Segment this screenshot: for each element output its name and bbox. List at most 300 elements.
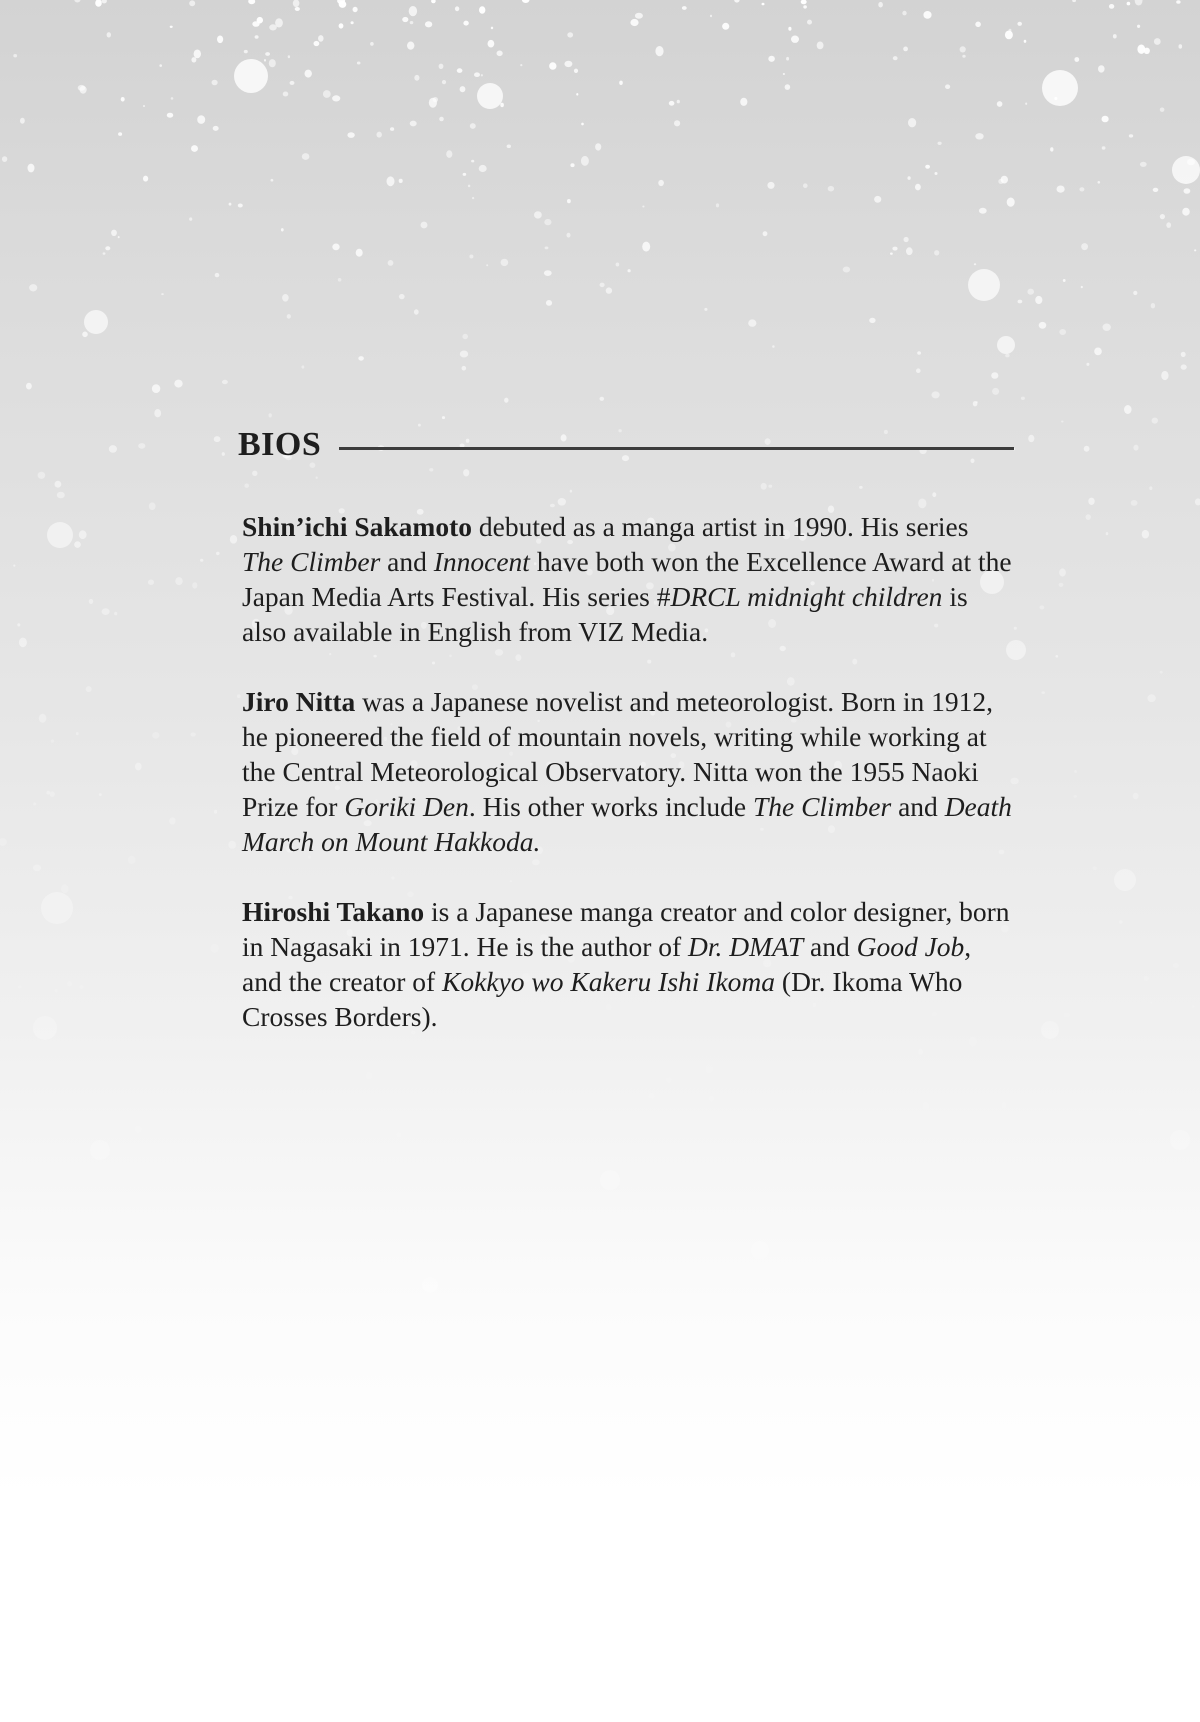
snowflake: [682, 6, 687, 10]
snowflake: [716, 203, 719, 207]
snowflake: [908, 176, 911, 180]
snowflake: [135, 1126, 143, 1133]
snowflake: [545, 247, 549, 250]
snowflake: [318, 35, 324, 42]
snowflake: [619, 81, 623, 85]
snowflake: [932, 391, 940, 398]
snowflake: [1059, 568, 1066, 576]
snowflake: [925, 165, 930, 169]
snowflake: [463, 469, 469, 476]
snowflake: [1061, 421, 1064, 423]
snowflake: [549, 62, 556, 70]
snowflake: [351, 21, 354, 24]
snowflake: [228, 841, 236, 849]
snowflake: [1151, 303, 1155, 308]
snowflake: [143, 176, 148, 182]
snowflake-large: [968, 269, 1000, 301]
snowflake: [114, 612, 117, 616]
bio-text: (Dr. Ikoma Who Crosses Borders).: [242, 966, 963, 1032]
snowflake: [684, 1083, 692, 1090]
snowflake: [597, 1122, 604, 1130]
snowflake: [421, 222, 428, 229]
snowflake: [878, 2, 883, 8]
snowflake: [191, 145, 198, 152]
snowflake: [86, 686, 92, 692]
snowflake: [960, 46, 966, 52]
snowflake: [148, 580, 154, 585]
snowflake: [439, 64, 444, 69]
snowflake: [507, 145, 511, 149]
snowflake: [1081, 243, 1088, 250]
snowflake: [497, 51, 503, 57]
snowflake-large: [1042, 70, 1078, 106]
snowflake: [212, 80, 218, 86]
snowflake: [1017, 22, 1022, 26]
snowflake: [118, 236, 120, 238]
snowflake: [169, 817, 176, 824]
snowflake: [1081, 286, 1083, 289]
snowflake: [167, 113, 173, 118]
snowflake: [567, 233, 571, 238]
snowflake: [255, 35, 259, 39]
snowflake: [1135, 0, 1143, 6]
snowflake: [213, 126, 219, 131]
snowflake: [668, 1130, 672, 1134]
snowflake: [121, 97, 125, 102]
snowflake: [302, 365, 305, 368]
snowflake: [174, 380, 182, 388]
snowflake: [429, 98, 437, 108]
bio-name: Shin’ichi Sakamoto: [242, 511, 472, 542]
snowflake: [469, 255, 473, 259]
snowflake: [1041, 691, 1045, 694]
snowflake: [1119, 920, 1122, 924]
snowflake: [600, 283, 605, 288]
snowflake: [1018, 300, 1023, 304]
snowflake: [316, 477, 318, 479]
bio-title-italic: Innocent: [433, 546, 530, 577]
snowflake: [387, 176, 395, 186]
snowflake: [407, 42, 414, 50]
bio-name: Jiro Nitta: [242, 686, 356, 717]
snowflake: [859, 486, 863, 489]
snowflake: [288, 55, 290, 58]
bio-title-italic: Kokkyo wo Kakeru Ishi Ikoma: [442, 966, 776, 997]
snowflake: [439, 117, 444, 122]
snowflake: [19, 638, 27, 648]
snowflake: [138, 443, 145, 449]
snowflake: [916, 368, 921, 373]
bio-title-italic: The Climber: [752, 791, 892, 822]
snowflake: [390, 127, 394, 131]
snowflake: [923, 1102, 930, 1110]
snowflake: [1074, 770, 1077, 773]
bio-nitta: [242, 684, 1012, 859]
snowflake: [974, 263, 976, 265]
snowflake: [118, 132, 122, 136]
snowflake: [917, 351, 921, 355]
snowflake: [1059, 329, 1066, 335]
snowflake: [409, 6, 417, 16]
snowflake: [175, 577, 182, 585]
snowflake: [522, 0, 530, 3]
snowflake: [918, 499, 926, 509]
bio-sakamoto: [242, 509, 1012, 649]
snowflake: [13, 565, 15, 567]
snowflake: [785, 84, 791, 90]
snowflake: [1113, 34, 1117, 38]
snowflake: [1086, 363, 1089, 366]
snowflake: [788, 27, 791, 31]
snowflake: [1039, 605, 1044, 609]
snowflake: [17, 623, 20, 626]
snowflake: [460, 351, 468, 358]
snowflake: [893, 56, 898, 60]
snowflake: [1050, 147, 1053, 151]
snowflake: [1133, 793, 1139, 799]
snowflake: [479, 165, 487, 172]
snowflake: [159, 64, 162, 67]
snowflake: [642, 242, 650, 252]
snowflake: [18, 985, 22, 988]
snowflake: [674, 120, 680, 126]
bio-text: have both won the Excellence Award at the Japan Media Arts Festival. His series #: [242, 546, 1012, 612]
snowflake: [1028, 435, 1034, 443]
snowflake: [399, 179, 403, 183]
snowflake: [1137, 1109, 1143, 1115]
snowflake: [154, 409, 161, 417]
snowflake-large: [234, 59, 268, 93]
snowflake: [410, 121, 417, 127]
snowflake: [161, 293, 164, 295]
snowflake: [356, 249, 363, 257]
snowflake: [1182, 208, 1190, 216]
snowflake: [33, 865, 41, 872]
snowflake: [457, 68, 463, 73]
snowflake: [29, 284, 37, 291]
snowflake: [1131, 500, 1138, 506]
snowflake: [1154, 38, 1161, 45]
snowflake: [1072, 0, 1076, 2]
snowflake: [302, 153, 310, 160]
snowflake: [1086, 514, 1091, 520]
snowflake: [1160, 108, 1165, 112]
snowflake: [1176, 0, 1180, 4]
bio-takano: [242, 894, 1012, 1034]
snowflake: [248, 0, 255, 4]
snowflake: [269, 59, 276, 67]
snowflake: [677, 100, 680, 104]
bio-title-italic: Death March on Mount Hakkoda.: [242, 791, 1012, 857]
snowflake: [869, 318, 875, 323]
snowflake: [1021, 397, 1025, 400]
snowflake: [616, 263, 620, 267]
snowflake: [817, 42, 824, 50]
snowflake: [1194, 249, 1196, 251]
snowflake: [564, 61, 572, 67]
snowflake: [1059, 583, 1064, 587]
snowflake: [666, 1077, 672, 1083]
snowflake: [79, 530, 87, 539]
snowflake: [414, 75, 419, 81]
snowflake: [1098, 181, 1101, 184]
snowflake: [892, 247, 897, 251]
snowflake: [282, 294, 289, 302]
snowflake: [488, 40, 495, 48]
snowflake: [1149, 486, 1152, 490]
snowflake: [722, 23, 729, 30]
snowflake: [74, 541, 81, 548]
bio-text: , and the creator of: [242, 931, 972, 997]
snowflake: [33, 803, 36, 806]
snowflake-large: [751, 1241, 769, 1259]
snowflake: [975, 22, 981, 28]
snowflake: [1124, 405, 1132, 414]
snowflake: [149, 502, 156, 510]
snowflake: [271, 179, 274, 182]
snowflake: [399, 294, 405, 299]
snowflake-large: [84, 310, 108, 334]
snowflake: [767, 182, 774, 189]
snowflake: [481, 74, 483, 76]
snowflake: [1001, 176, 1008, 184]
snowflake: [89, 599, 94, 604]
snowflake: [768, 485, 772, 488]
bios-list: [242, 509, 1012, 1069]
snowflake: [105, 246, 110, 250]
snowflake: [1093, 867, 1097, 870]
snowflake-large: [997, 336, 1015, 354]
snowflake: [74, 0, 80, 3]
snowflake: [442, 80, 446, 84]
snowflake: [768, 56, 775, 62]
snowflake: [79, 985, 83, 989]
bio-text: is also available in English from VIZ Media.: [242, 581, 968, 647]
snowflake: [80, 86, 87, 94]
snowflake: [2, 156, 7, 162]
snowflake: [463, 173, 467, 176]
snowflake: [923, 11, 931, 19]
snowflake: [194, 50, 201, 59]
bio-title-italic: DRCL midnight children: [670, 581, 943, 612]
snowflake: [991, 372, 998, 379]
snowflake: [1002, 1102, 1007, 1108]
snowflake: [997, 101, 1003, 107]
snowflake: [576, 93, 578, 96]
snowflake: [504, 398, 508, 403]
snowflake: [425, 21, 432, 27]
snowflake: [332, 95, 340, 101]
snowflake: [1094, 348, 1102, 356]
snowflake: [734, 0, 739, 3]
snowflake: [51, 740, 54, 743]
snowflake: [338, 278, 342, 282]
snowflake: [904, 237, 909, 242]
snowflake: [222, 380, 228, 384]
snowflake: [339, 23, 344, 28]
snowflake: [546, 300, 552, 306]
snowflake: [658, 180, 664, 186]
bio-text: . His other works include: [468, 791, 753, 822]
snowflake: [353, 7, 358, 12]
snowflake-large: [1170, 1130, 1190, 1150]
snowflake: [709, 1127, 711, 1129]
snowflake: [229, 203, 232, 206]
snowflake: [0, 838, 7, 846]
snowflake: [709, 1096, 714, 1102]
bio-title-italic: The Climber: [242, 546, 381, 577]
snowflake: [1109, 4, 1114, 9]
snowflake: [377, 132, 382, 138]
snowflake-large: [33, 1016, 57, 1040]
snowflake: [311, 1132, 317, 1139]
snowflake: [1106, 532, 1109, 535]
snowflake: [305, 70, 312, 78]
snowflake: [468, 185, 470, 188]
snowflake: [801, 0, 807, 4]
bio-title-italic: Good Job: [856, 931, 965, 962]
snowflake: [642, 206, 644, 208]
snowflake: [1127, 2, 1131, 6]
snowflake: [265, 52, 270, 56]
snowflake: [95, 0, 102, 7]
snowflake: [107, 32, 111, 37]
snowflake: [570, 163, 574, 167]
snowflake: [295, 7, 300, 11]
snowflake-large: [1172, 156, 1200, 184]
snowflake: [1133, 291, 1137, 295]
snowflake: [1025, 103, 1027, 105]
snowflake: [431, 0, 436, 3]
snowflake: [216, 552, 220, 555]
snowflake: [1024, 40, 1027, 43]
snowflake: [283, 92, 289, 97]
snowflake: [630, 19, 638, 26]
snowflake: [102, 0, 107, 3]
snowflake: [772, 345, 774, 348]
snowflake: [748, 319, 756, 326]
snowflake: [28, 164, 35, 173]
snowflake: [1150, 1002, 1152, 1004]
snowflake: [287, 314, 291, 319]
snowflake: [463, 21, 468, 26]
snowflake: [269, 413, 272, 417]
snowflake: [935, 172, 938, 175]
snowflake: [1074, 795, 1077, 798]
snowflake: [1079, 187, 1084, 191]
snowflake: [544, 270, 552, 276]
snowflake: [628, 269, 631, 272]
snowflake: [257, 17, 263, 24]
snowflake: [170, 26, 173, 28]
snowflake: [55, 481, 62, 488]
snowflake: [1140, 162, 1147, 167]
snowflake: [1103, 324, 1111, 331]
snowflake: [903, 47, 908, 52]
snowflake: [932, 492, 936, 497]
snowflake: [13, 54, 17, 57]
snowflake: [264, 59, 266, 62]
snowflake: [606, 287, 612, 293]
snowflake: [238, 204, 243, 208]
snowflake: [455, 6, 459, 11]
section-title: BIOS: [238, 426, 322, 463]
snowflake: [570, 490, 572, 493]
snowflake: [57, 492, 65, 499]
snowflake: [472, 197, 474, 199]
snowflake: [1195, 498, 1200, 505]
snowflake: [275, 18, 283, 27]
snowflake: [332, 244, 339, 251]
snowflake: [600, 397, 605, 401]
snowflake: [479, 6, 485, 14]
snowflake: [171, 97, 174, 100]
snowflake: [803, 183, 808, 188]
snowflake: [1137, 25, 1140, 28]
snowflake: [135, 763, 142, 771]
snowflake: [290, 81, 295, 85]
snowflake: [111, 230, 117, 236]
bio-title-italic: Dr. DMAT: [688, 931, 804, 962]
snowflake: [934, 250, 939, 255]
snowflake: [230, 535, 237, 544]
snowflake: [128, 856, 136, 864]
snowflake-large: [600, 1170, 620, 1190]
snowflake: [347, 132, 354, 138]
snowflake: [209, 1142, 214, 1146]
snowflake: [191, 57, 196, 62]
snowflake: [152, 384, 160, 393]
snowflake: [567, 199, 571, 203]
bios-heading-row: [238, 420, 1014, 470]
snowflake: [992, 388, 999, 395]
snowflake: [192, 582, 197, 588]
snowflake: [1152, 418, 1158, 424]
snowflake: [190, 732, 195, 736]
snowflake: [1074, 57, 1079, 62]
snowflake-large: [47, 522, 73, 548]
snowflake: [491, 27, 493, 30]
snowflake: [975, 133, 983, 139]
snowflake: [1144, 48, 1150, 54]
snowflake: [544, 219, 551, 225]
snowflake: [1181, 352, 1186, 357]
snowflake: [388, 260, 394, 266]
snowflake: [244, 50, 248, 53]
snowflake: [1057, 186, 1065, 193]
snowflake: [595, 143, 601, 150]
snowflake: [474, 72, 480, 77]
snowflake: [262, 1126, 264, 1128]
snowflake: [786, 57, 789, 61]
snowflake: [366, 1072, 373, 1079]
snowflake: [902, 11, 906, 16]
snowflake: [109, 445, 117, 453]
snowflake: [357, 62, 361, 65]
snowflake: [1102, 116, 1109, 123]
bio-title-italic: Goriki Den: [344, 791, 469, 822]
snowflake: [281, 228, 284, 231]
snowflake: [567, 32, 573, 37]
bio-text: is a Japanese manga creator and color designer, born in Nagasaki in 1971. He is the author of: [242, 896, 1010, 962]
snowflake: [976, 401, 978, 403]
snowflake: [1102, 146, 1106, 149]
snowflake: [396, 1133, 401, 1138]
snowflake: [938, 142, 942, 145]
snowflake: [462, 366, 467, 371]
snowflake: [740, 98, 747, 106]
snowflake: [500, 103, 504, 107]
